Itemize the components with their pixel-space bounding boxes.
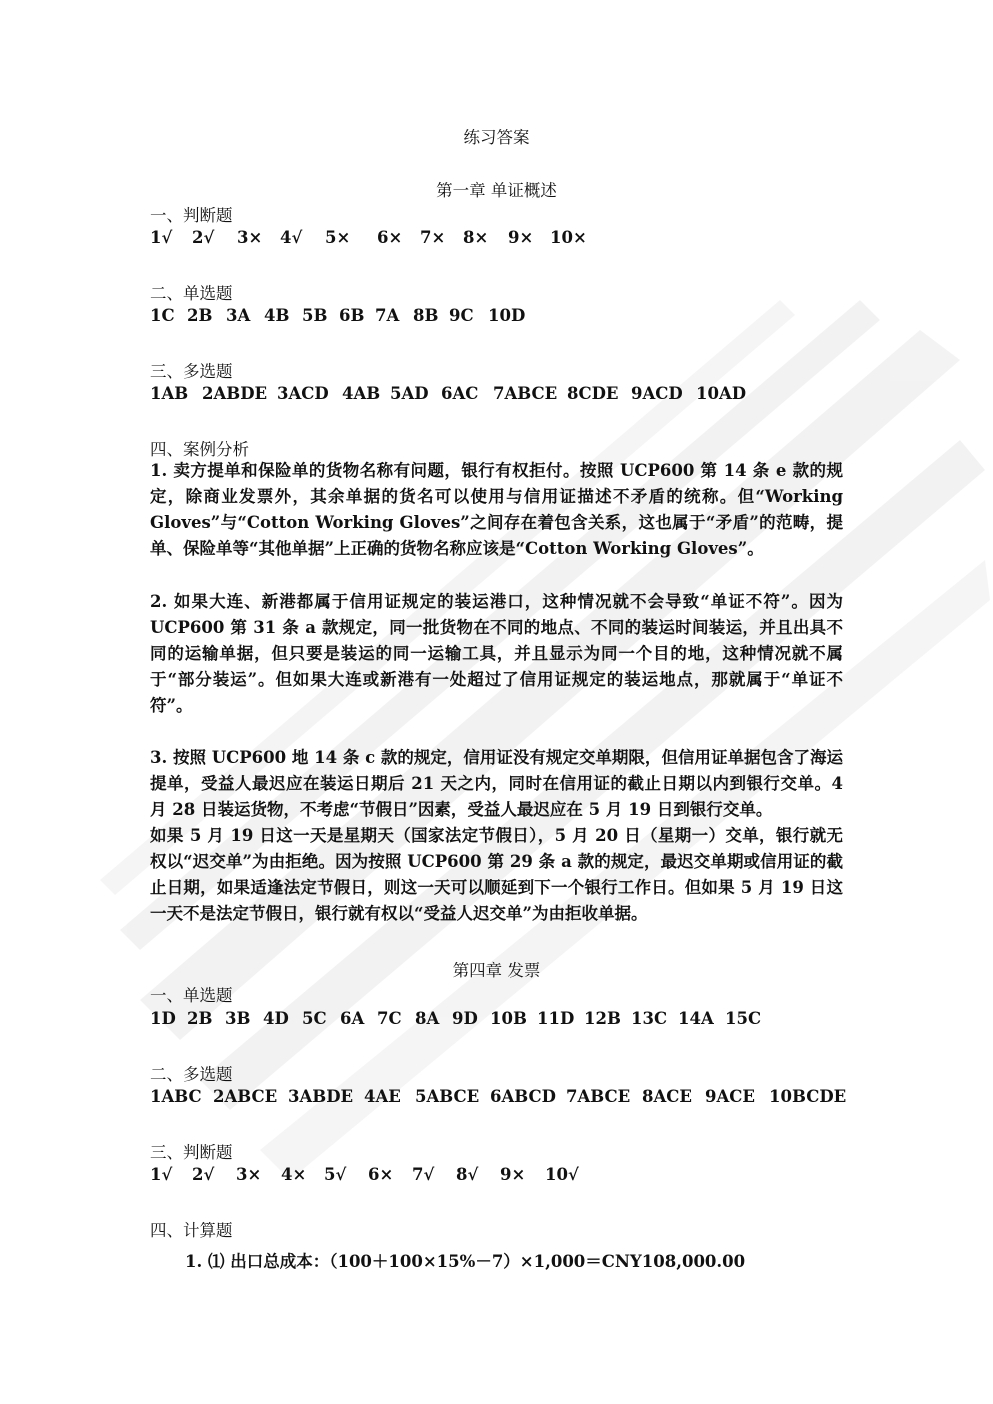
answer-item: 7× [420, 228, 446, 247]
calc-question-1: 1. ⑴ 出口总成本：（100＋100×15%－7）×1,000＝CNY108,000.00 [185, 1252, 746, 1271]
ch1-multi-answers [150, 384, 746, 403]
answer-item: 10BCDE [769, 1087, 847, 1106]
answer-item: 6A [340, 1009, 365, 1028]
ch4-single-heading: 一、单选题 [150, 986, 233, 1005]
answer-item: 1D [150, 1009, 176, 1028]
answer-item: 4AE [364, 1087, 401, 1106]
case-1-text: 1. 卖方提单和保险单的货物名称有问题，银行有权拒付。按照 UCP600 第 14 条 e 款的规定，除商业发票外，其余单据的货名可以使用与信用证描述不矛盾的统称。但“Working Gloves”与“Cotton Working Gloves”之间存在着包含关系，这也属于“矛盾”的范畴，提单、保险单等“其他单据”上正确的货物名称应该是“Cotton Working Gloves”。 [150, 461, 843, 558]
answer-item: 8A [415, 1009, 440, 1028]
answer-item: 6× [377, 228, 403, 247]
answer-item: 2B [187, 306, 213, 325]
answer-item: 5× [325, 228, 351, 247]
answer-item: 1√ [150, 1165, 173, 1184]
answer-item: 3B [225, 1009, 251, 1028]
answer-item: 10B [490, 1009, 527, 1028]
chapter-1-title: 第一章 单证概述 [436, 181, 557, 200]
ch4-judge-answers [150, 1165, 579, 1184]
answer-item: 8ACE [642, 1087, 692, 1106]
answer-item: 15C [725, 1009, 762, 1028]
answer-item: 9D [452, 1009, 478, 1028]
answer-item: 9ACD [631, 384, 683, 403]
answer-item: 8B [413, 306, 439, 325]
chapter-4-title: 第四章 发票 [452, 961, 541, 980]
answer-item: 4D [263, 1009, 289, 1028]
answer-item: 4√ [280, 228, 303, 247]
answer-item: 6B [339, 306, 365, 325]
answer-item: 5AD [390, 384, 429, 403]
case-2-text: 2. 如果大连、新港都属于信用证规定的装运港口，这种情况就不会导致“单证不符”。因为 UCP600 第 31 条 a 款规定，同一批货物在不同的地点、不同的装运时间装运，并且出具不同的运输单据，但只要是装运的同一运输工具，并且显示为同一个目的地，这种情况就不属于“部分装运”。但如果大连或新港有一处超过了信用证规定的装运地点，那就属于“单证不符”。 [150, 592, 843, 715]
answer-item: 3× [237, 228, 263, 247]
answer-item: 4AB [342, 384, 381, 403]
answer-item: 1√ [150, 228, 173, 247]
answer-item: 2ABCE [213, 1087, 278, 1106]
answer-item: 10AD [696, 384, 747, 403]
answer-item: 8√ [456, 1165, 479, 1184]
answer-item: 3A [226, 306, 251, 325]
answer-item: 7ABCE [566, 1087, 631, 1106]
answer-item: 9C [449, 306, 474, 325]
answer-item: 11D [537, 1009, 575, 1028]
case-analysis-1 [150, 458, 843, 562]
ch1-judge-answers [150, 228, 587, 247]
answer-item: 7A [375, 306, 400, 325]
answer-item: 10√ [545, 1165, 579, 1184]
case-3-text-a: 3. 按照 UCP600 地 14 条 c 款的规定，信用证没有规定交单期限，但信用证单据包含了海运提单，受益人最迟应在装运日期后 21 天之内，同时在信用证的截止日期以内到银行交单。4 月 28 日装运货物，不考虑“节假日”因素，受益人最迟应在 5 月 19 日到银行交单。 [150, 748, 843, 819]
answer-item: 3ACD [277, 384, 329, 403]
answer-item: 4× [281, 1165, 307, 1184]
answer-item: 6ABCD [490, 1087, 556, 1106]
ch4-judge-heading: 三、判断题 [150, 1143, 233, 1162]
case-analysis-3 [150, 745, 843, 927]
answer-item: 2√ [192, 228, 215, 247]
answer-item: 14A [678, 1009, 714, 1028]
ch1-case-heading: 四、案例分析 [150, 440, 249, 459]
answer-item: 10D [488, 306, 526, 325]
answer-item: 8CDE [567, 384, 619, 403]
answer-item: 1C [150, 306, 175, 325]
ch1-multi-heading: 三、多选题 [150, 362, 233, 381]
answer-item: 1ABC [150, 1087, 202, 1106]
answer-item: 8× [463, 228, 489, 247]
ch4-multi-answers [150, 1087, 846, 1106]
answer-item: 9× [508, 228, 534, 247]
document-title: 练习答案 [463, 128, 530, 147]
ch4-single-answers [150, 1009, 761, 1028]
answer-item: 2B [187, 1009, 213, 1028]
answer-item: 5ABCE [415, 1087, 480, 1106]
answer-item: 10× [550, 228, 587, 247]
answer-item: 5√ [324, 1165, 347, 1184]
case-3-text-b: 如果 5 月 19 日这一天是星期天（国家法定节假日），5 月 20 日（星期一）交单，银行就无权以“迟交单”为由拒绝。因为按照 UCP600 第 29 条 a 款的规定，最迟交单期或信用证的截止日期，如果适逢法定节假日，则这一天可以顺延到下一个银行工作日。但如果 5 月 19 日这一天不是法定节假日，银行就有权以“受益人迟交单”为由拒收单据。 [150, 826, 843, 923]
answer-item: 7C [377, 1009, 402, 1028]
answer-item: 7√ [412, 1165, 435, 1184]
answer-item: 13C [631, 1009, 668, 1028]
answer-item: 3ABDE [288, 1087, 354, 1106]
answer-item: 4B [264, 306, 290, 325]
ch4-multi-heading: 二、多选题 [150, 1065, 233, 1084]
answer-item: 1AB [150, 384, 189, 403]
answer-item: 12B [584, 1009, 621, 1028]
answer-item: 7ABCE [493, 384, 558, 403]
ch1-single-answers [150, 306, 525, 325]
answer-item: 6× [368, 1165, 394, 1184]
answer-item: 6AC [441, 384, 479, 403]
answer-item: 9ACE [705, 1087, 755, 1106]
answer-item: 2ABDE [202, 384, 268, 403]
answer-item: 3× [236, 1165, 262, 1184]
answer-item: 5B [302, 306, 328, 325]
answer-item: 2√ [192, 1165, 215, 1184]
answer-item: 9× [500, 1165, 526, 1184]
ch1-single-heading: 二、单选题 [150, 284, 233, 303]
ch1-judge-heading: 一、判断题 [150, 206, 233, 225]
ch4-calc-heading: 四、计算题 [150, 1221, 233, 1240]
case-analysis-2 [150, 589, 843, 719]
answer-item: 5C [302, 1009, 327, 1028]
